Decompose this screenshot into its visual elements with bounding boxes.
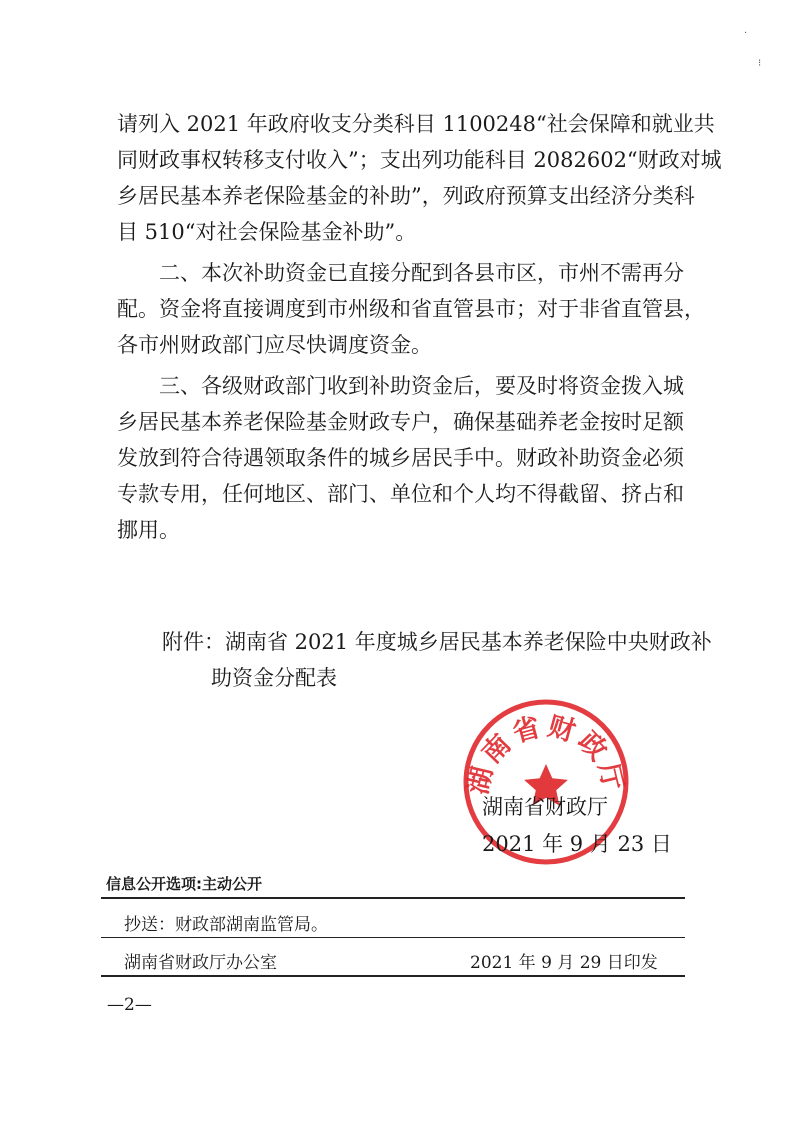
paragraph-line: 请列入 2021 年政府收支分类科目 1100248“社会保障和就业共 (117, 112, 715, 136)
attachment-line: 附件：湖南省 2021 年度城乡居民基本养老保险中央财政补 (162, 630, 712, 654)
print-date: 2021 年 9 月 29 日印发 (470, 953, 658, 973)
paragraph-line: 乡居民基本养老保险基金的补助”，列政府预算支出经济分类科 (117, 184, 695, 208)
seal-text: 湖南省财政厅 (462, 710, 630, 798)
attachment-note (162, 624, 712, 696)
issuing-office: 湖南省财政厅办公室 (124, 953, 277, 973)
paragraph-line: 乡居民基本养老保险基金财政专户，确保基础养老金按时足额 (117, 410, 684, 434)
disclosure-option: 信息公开选项:主动公开 (106, 875, 262, 893)
scan-speck: ⁝ (758, 58, 762, 69)
signature-org: 湖南省财政厅 (482, 795, 608, 819)
paragraph-line: 同财政事权转移支付收入”；支出列功能科目 2082602“财政对城 (117, 148, 722, 172)
paragraph-line: 发放到符合待遇领取条件的城乡居民手中。财政补助资金必须 (117, 446, 684, 470)
divider (101, 975, 685, 977)
cc-line: 抄送：财政部湖南监管局。 (124, 915, 328, 935)
scan-speck: · (744, 28, 748, 39)
paragraph-line: 各市州财政部门应尽快调度资金。 (117, 333, 432, 357)
body-text (117, 106, 722, 548)
paragraph-line: 专款专用，任何地区、部门、单位和个人均不得截留、挤占和 (117, 482, 684, 506)
paragraph-line: 配。资金将直接调度到市州级和省直管县市；对于非省直管县， (117, 297, 705, 321)
signature-date: 2021 年 9 月 23 日 (482, 832, 672, 856)
divider (101, 937, 685, 938)
divider (101, 897, 685, 899)
page-number: —2— (107, 995, 152, 1015)
attachment-line: 助资金分配表 (211, 666, 337, 690)
paragraph-line: 三、各级财政部门收到补助资金后，要及时将资金拨入城 (159, 374, 684, 398)
paragraph-line: 挪用。 (117, 518, 180, 542)
paragraph-line: 目 510“对社会保险基金补助”。 (117, 220, 417, 244)
paragraph-line: 二、本次补助资金已直接分配到各县市区，市州不需再分 (159, 261, 684, 285)
